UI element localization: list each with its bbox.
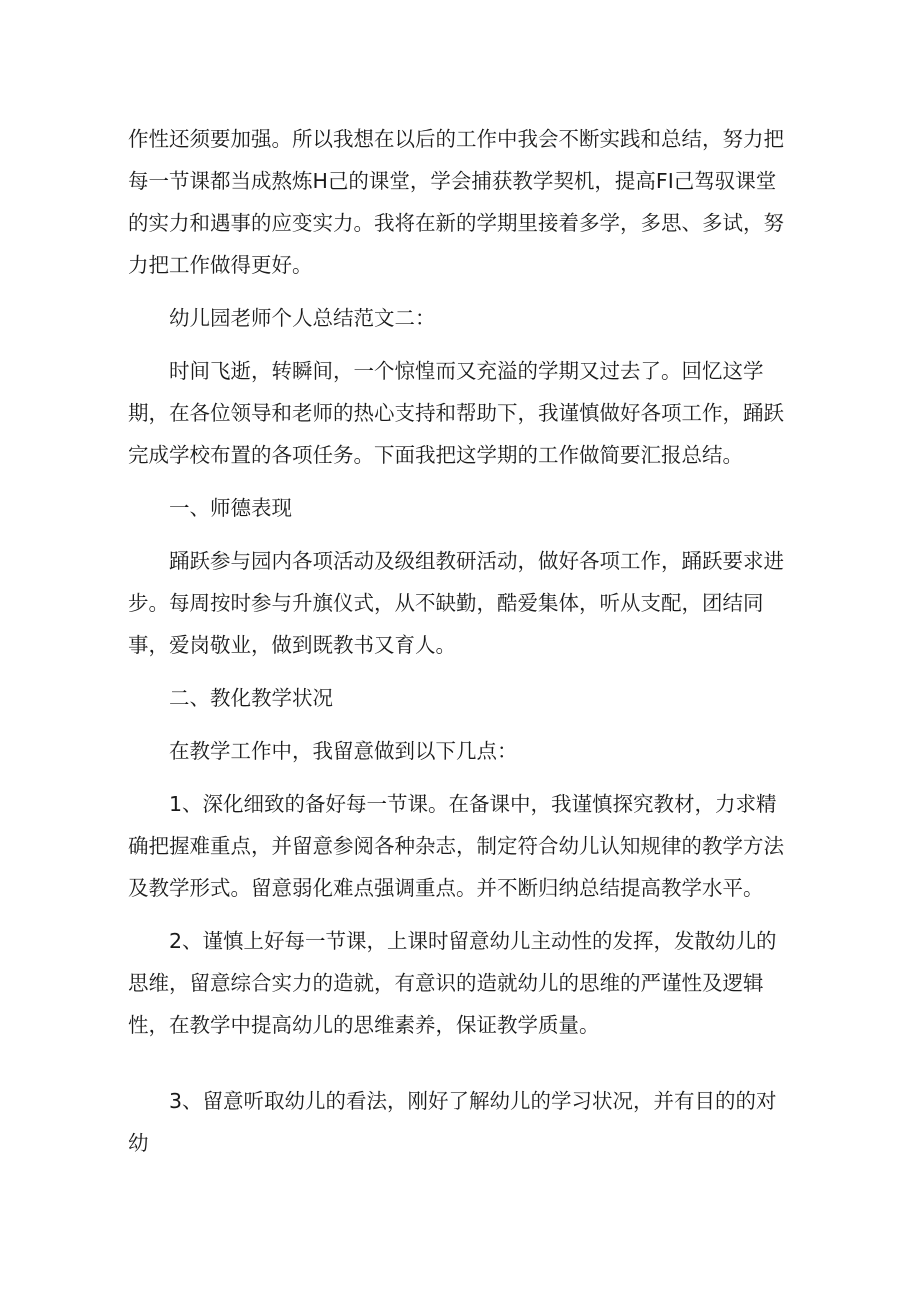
paragraph-ethics: 踊跃参与园内各项活动及级组教研活动，做好各项工作，踊跃要求进步。每周按时参与升旗仪式，从不缺勤，酷爱集体，听从支配，团结同事，爱岗敬业，做到既教书又育人。 — [128, 549, 784, 657]
heading-ethics: 一、师德表现 — [169, 496, 292, 520]
list-item-1: 1、深化细致的备好每一节课。在备课中，我谨慎探究教材，力求精确把握难重点，并留意参阅各种杂志，制定符合幼儿认知规律的教学方法及教学形式。留意弱化难点强调重点。并不断归纳总结提高教学水平。 — [128, 792, 784, 900]
paragraph-teaching-intro: 在教学工作中，我留意做到以下几点： — [169, 739, 518, 763]
document-body — [128, 118, 788, 1175]
section-title-sample-two: 幼儿园老师个人总结范文二： — [169, 306, 436, 330]
list-item-2: 2、谨慎上好每一节课，上课时留意幼儿主动性的发挥，发散幼儿的思维，留意综合实力的造就，有意识的造就幼儿的思维的严谨性及逻辑性，在教学中提高幼儿的思维素养，保证教学质量。 — [128, 929, 777, 1037]
list-item-3: 3、留意听取幼儿的看法，刚好了解幼儿的学习状况，并有目的的对幼 — [128, 1089, 777, 1155]
paragraph-intro: 时间飞逝，转瞬间，一个惊惶而又充溢的学期又过去了。回忆这学期，在各位领导和老师的热心支持和帮助下，我谨慎做好各项工作，踊跃完成学校布置的各项任务。下面我把这学期的工作做简要汇报总结。 — [128, 359, 784, 467]
heading-teaching: 二、教化教学状况 — [169, 686, 333, 710]
paragraph-continuation: 作性还须要加强。所以我想在以后的工作中我会不断实践和总结，努力把每一节课都当成熬炼H己的课堂，学会捕获教学契机，提高FI己驾驭课堂的实力和遇事的应变实力。我将在新的学期里接着多学，多思、多试，努力把工作做得更好。 — [128, 127, 784, 277]
